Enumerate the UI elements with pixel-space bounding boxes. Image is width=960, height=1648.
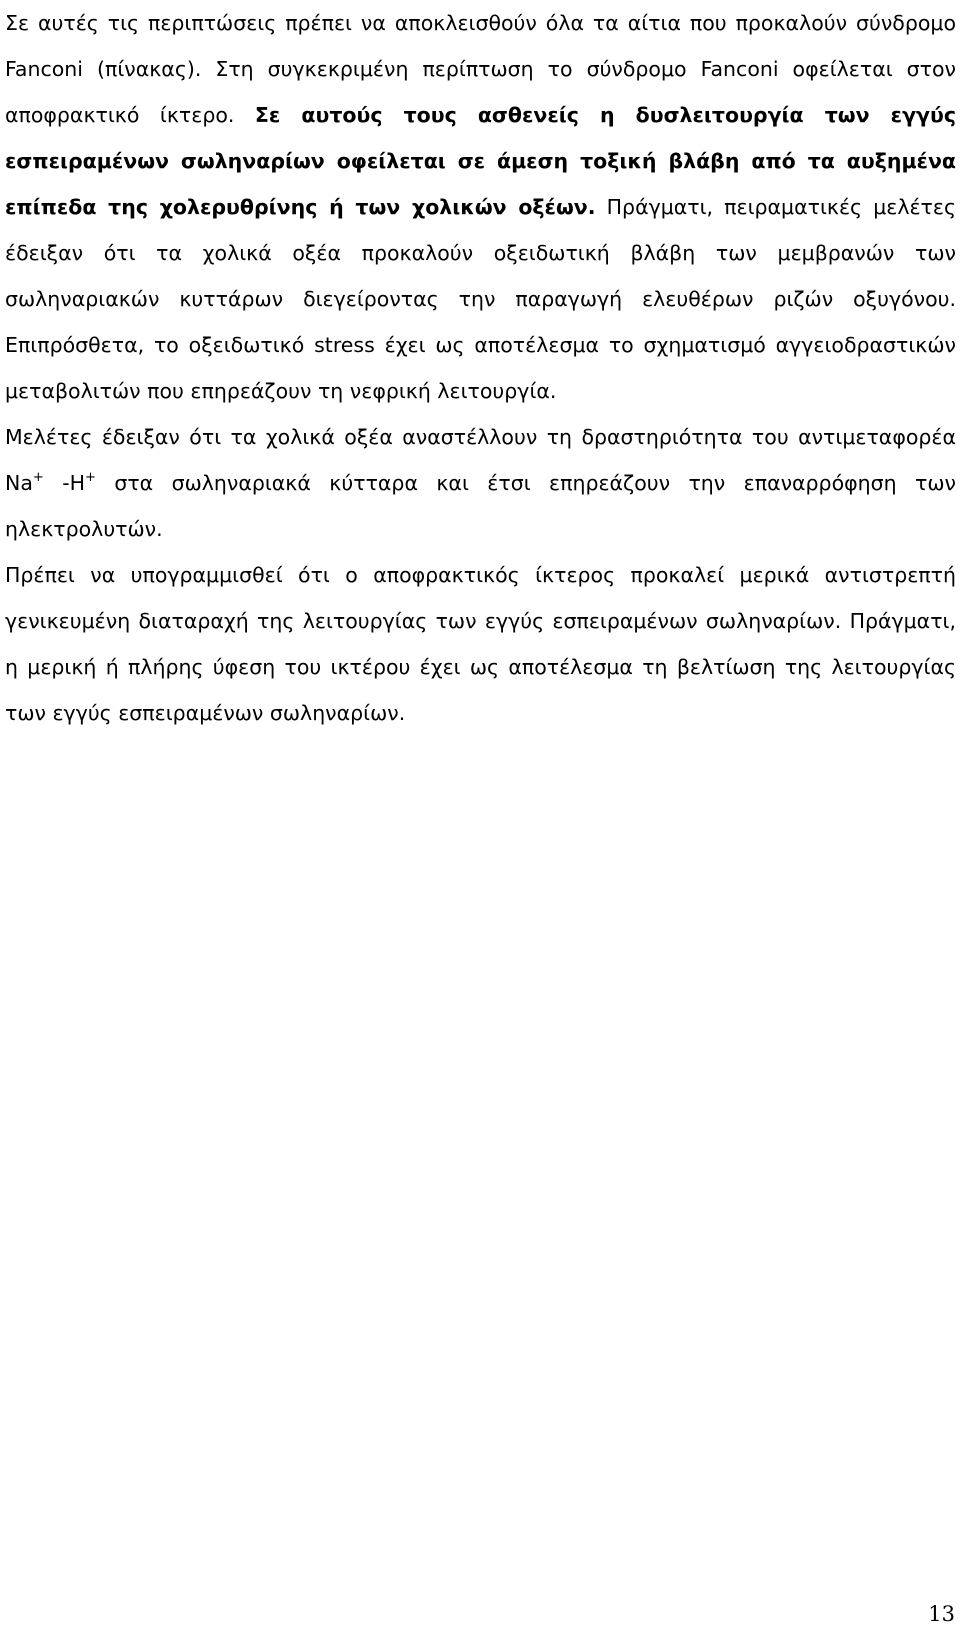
paragraph-text-part3: στα σωληναριακά κύτταρα και έτσι επηρεάζουν την επαναρρόφηση των ηλεκτρολυτών.	[5, 471, 956, 541]
paragraph-text-part1: Μελέτες έδειξαν ότι τα χολικά οξέα αναστέλλουν τη δραστηριότητα του αντιμεταφορέα Na	[5, 425, 956, 495]
paragraph-intro-text: Σε αυτές τις περιπτώσεις πρέπει να αποκλεισθούν όλα τα αίτια που προκαλούν σύνδρομο Fanconi (πίνακας). Στη συγκεκριμένη περίπτωση το σύνδρομο Fanconi οφείλεται στον αποφρακτικό ίκτερο.	[5, 11, 956, 127]
superscript-plus-2: +	[85, 470, 96, 485]
paragraph-text-part2: -H	[43, 471, 86, 495]
paragraph-bold-statement: Σε αυτούς τους ασθενείς η δυσλειτουργία των εγγύς εσπειραμένων σωληναρίων οφείλεται σε άμεση τοξική βλάβη από τα αυξημένα επίπεδα της χολερυθρίνης ή των χολικών οξέων.	[5, 103, 956, 219]
document-body	[5, 0, 956, 736]
paragraph-fanconi-cause	[5, 0, 956, 414]
superscript-plus-1: +	[32, 470, 44, 485]
paragraph-rest-text: Πράγματι, πειραματικές μελέτες έδειξαν ότι τα χολικά οξέα προκαλούν οξειδωτική βλάβη των μεμβρανών των σωληναριακών κυττάρων διεγείροντας την παραγωγή ελευθέρων ριζών οξυγόνου. Επιπρόσθετα, το οξειδωτικό stress έχει ως αποτέλεσμα το σχηματισμό αγγειοδραστικών μεταβολιτών που επηρεάζουν τη νεφρική λειτουργία.	[5, 195, 956, 403]
paragraph-reversibility: Πρέπει να υπογραμμισθεί ότι ο αποφρακτικός ίκτερος προκαλεί μερικά αντιστρεπτή γενικευμένη διαταραχή της λειτουργίας των εγγύς εσπειραμένων σωληναρίων. Πράγματι, η μερική ή πλήρης ύφεση του ικτέρου έχει ως αποτέλεσμα τη βελτίωση της λειτουργίας των εγγύς εσπειραμένων σωληναρίων.	[5, 563, 956, 725]
page-number: 13	[928, 1602, 955, 1626]
paragraph-bile-acids	[5, 414, 956, 552]
